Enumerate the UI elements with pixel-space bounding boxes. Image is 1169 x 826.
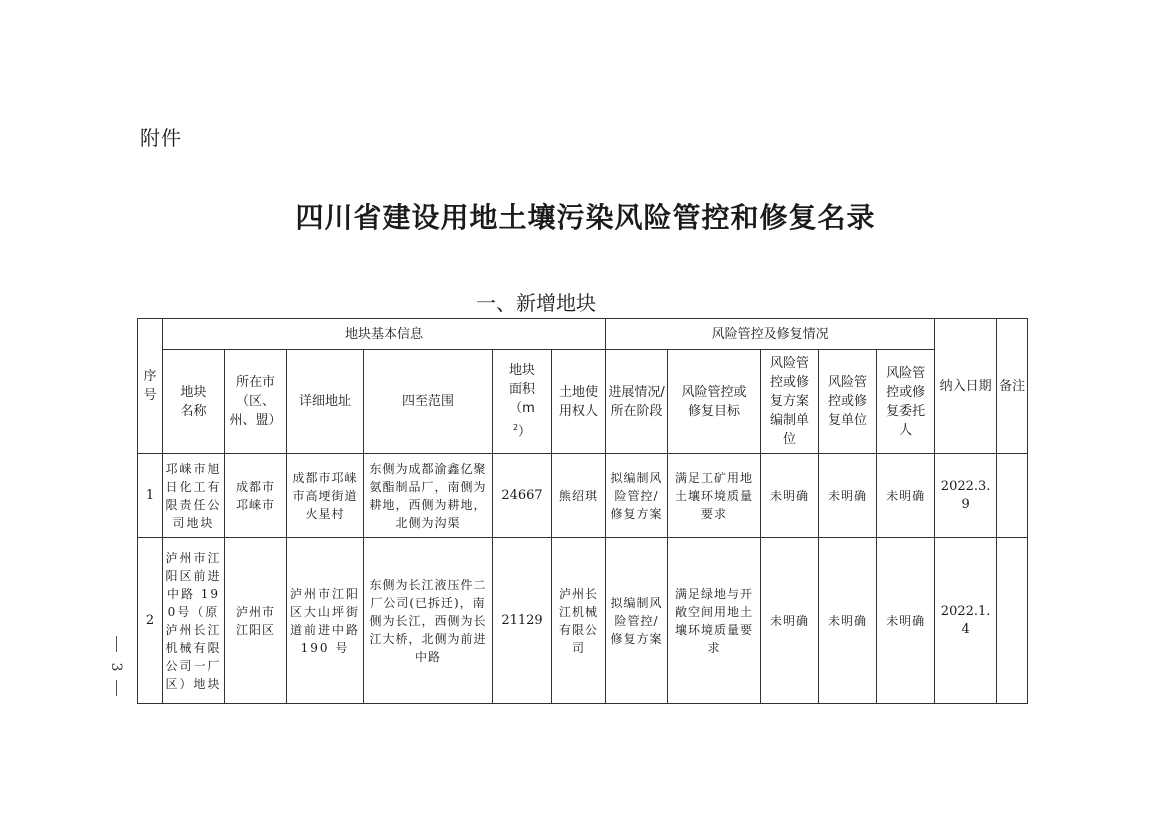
cell-client: 未明确 bbox=[877, 454, 935, 538]
section-title: 一、新增地块 bbox=[476, 291, 596, 315]
header-land-user: 土地使用权人 bbox=[552, 350, 606, 454]
page-dash-top bbox=[108, 636, 124, 654]
cell-plot-name: 邛崃市旭日化工有限责任公司地块 bbox=[163, 454, 225, 538]
cell-remarks bbox=[997, 454, 1028, 538]
cell-address: 成都市邛崃市高埂街道火星村 bbox=[287, 454, 364, 538]
cell-inclusion-date: 2022.3.9 bbox=[935, 454, 997, 538]
cell-executing-unit: 未明确 bbox=[819, 538, 877, 704]
header-area: 地块面积$(m^2)$ bbox=[493, 350, 552, 454]
cell-area: 24667 bbox=[493, 454, 552, 538]
cell-land-user: 泸州长江机械有限公司 bbox=[552, 538, 606, 704]
table-row bbox=[138, 538, 1028, 704]
header-client: 风险管控或修复委托人 bbox=[877, 350, 935, 454]
header-group-row bbox=[138, 319, 1028, 350]
document-title: 四川省建设用地土壤污染风险管控和修复名录 bbox=[295, 201, 876, 234]
cell-client: 未明确 bbox=[877, 538, 935, 704]
page-number bbox=[108, 636, 124, 698]
header-risk-control: 风险管控及修复情况 bbox=[606, 319, 935, 350]
page-dash-bottom bbox=[108, 680, 124, 698]
cell-inclusion-date: 2022.1.4 bbox=[935, 538, 997, 704]
cell-area: 21129 bbox=[493, 538, 552, 704]
cell-boundaries: 东侧为成都渝鑫亿聚氨酯制品厂，南侧为耕地，西侧为耕地，北侧为沟渠 bbox=[364, 454, 493, 538]
header-serial: 序号 bbox=[138, 319, 163, 454]
cell-executing-unit: 未明确 bbox=[819, 454, 877, 538]
cell-remarks bbox=[997, 538, 1028, 704]
header-city: 所在市（区、州、盟） bbox=[225, 350, 287, 454]
cell-boundaries: 东侧为长江液压件二厂公司(已拆迁)，南侧为长江，西侧为长江大桥，北侧为前进中路 bbox=[364, 538, 493, 704]
cell-land-user: 熊绍琪 bbox=[552, 454, 606, 538]
cell-city: 成都市邛崃市 bbox=[225, 454, 287, 538]
cell-serial: 2 bbox=[138, 538, 163, 704]
header-boundaries: 四至范围 bbox=[364, 350, 493, 454]
header-executing-unit: 风险管控或修复单位 bbox=[819, 350, 877, 454]
header-column-row bbox=[138, 350, 1028, 454]
header-basic-info: 地块基本信息 bbox=[163, 319, 606, 350]
registry-table bbox=[137, 318, 1028, 704]
cell-plan-unit: 未明确 bbox=[761, 454, 819, 538]
header-target: 风险管控或修复目标 bbox=[668, 350, 761, 454]
cell-progress: 拟编制风险管控/修复方案 bbox=[606, 454, 668, 538]
header-remarks: 备注 bbox=[997, 319, 1028, 454]
cell-city: 泸州市江阳区 bbox=[225, 538, 287, 704]
cell-target: 满足绿地与开敞空间用地土壤环境质量要求 bbox=[668, 538, 761, 704]
header-progress: 进展情况/所在阶段 bbox=[606, 350, 668, 454]
cell-serial: 1 bbox=[138, 454, 163, 538]
header-plot-name: 地块名称 bbox=[163, 350, 225, 454]
cell-target: 满足工矿用地土壤环境质量要求 bbox=[668, 454, 761, 538]
cell-address: 泸州市江阳区大山坪街道前进中路 190 号 bbox=[287, 538, 364, 704]
header-address: 详细地址 bbox=[287, 350, 364, 454]
attachment-label: 附件 bbox=[140, 126, 182, 150]
header-plan-unit: 风险管控或修复方案编制单位 bbox=[761, 350, 819, 454]
cell-plan-unit: 未明确 bbox=[761, 538, 819, 704]
cell-progress: 拟编制风险管控/修复方案 bbox=[606, 538, 668, 704]
page-number-value: 3 bbox=[108, 662, 124, 672]
cell-plot-name: 泸州市江阳区前进中路 190号（原泸州长江机械有限公司一厂区）地块 bbox=[163, 538, 225, 704]
table-row bbox=[138, 454, 1028, 538]
header-inclusion-date: 纳入日期 bbox=[935, 319, 997, 454]
